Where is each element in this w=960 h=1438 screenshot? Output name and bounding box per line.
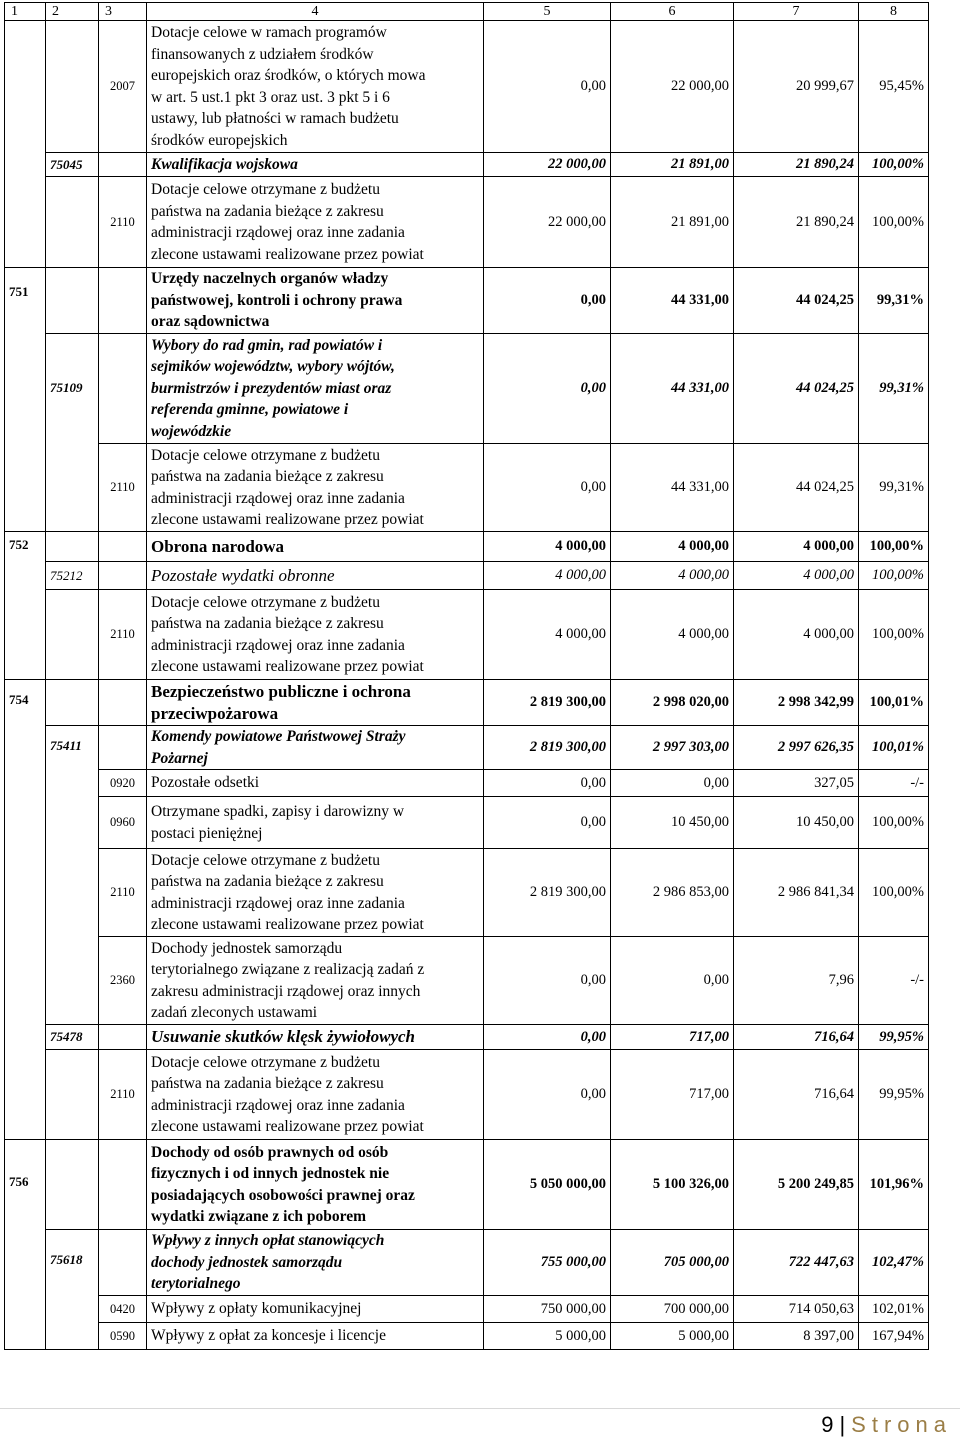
plan-value: 0,00 <box>484 1050 611 1140</box>
execution-value: 21 890,24 <box>734 177 859 268</box>
desc-line: Pozostałe odsetki <box>151 774 260 792</box>
paragraf-cell <box>99 1230 147 1296</box>
desc-line: Dotacje celowe otrzymane z budżetu <box>151 1053 380 1071</box>
plan-after-changes-value: 0,00 <box>611 937 734 1025</box>
table-row <box>5 268 929 334</box>
percent-value: 100,00% <box>859 562 929 590</box>
desc-line: Dotacje celowe w ramach programów <box>151 24 387 41</box>
header-cell: 2 <box>46 3 99 21</box>
rozdzial-cell <box>46 1050 99 1140</box>
description-cell <box>147 770 484 797</box>
table-row <box>5 726 929 770</box>
dzial-cell <box>5 21 46 268</box>
desc-line: zlecone ustawami realizowane przez powiat <box>151 245 424 263</box>
plan-after-changes-value: 22 000,00 <box>611 21 734 153</box>
desc-line: burmistrzów i prezydentów miast oraz <box>151 379 392 397</box>
percent-value: 101,96% <box>859 1140 929 1230</box>
plan-value: 0,00 <box>484 770 611 797</box>
execution-value: 5 200 249,85 <box>734 1140 859 1230</box>
header-cell: 1 <box>5 3 46 21</box>
desc-line: Bezpieczeństwo publiczne i ochrona <box>151 682 411 701</box>
plan-after-changes-value: 4 000,00 <box>611 532 734 562</box>
paragraf-cell: 2360 <box>99 937 147 1025</box>
percent-value: 100,00% <box>859 849 929 937</box>
percent-value: 100,00% <box>859 532 929 562</box>
plan-value: 0,00 <box>484 797 611 849</box>
plan-after-changes-value: 0,00 <box>611 770 734 797</box>
paragraf-cell <box>99 1140 147 1230</box>
paragraf-cell <box>99 153 147 177</box>
description-cell <box>147 532 484 562</box>
desc-line: w art. 5 ust.1 pkt 3 oraz ust. 3 pkt 5 i 6 <box>151 88 390 106</box>
desc-line: Dotacje celowe otrzymane z budżetu <box>151 446 380 464</box>
desc-line: wydatki związane z ich poborem <box>151 1208 366 1225</box>
description-cell <box>147 937 484 1025</box>
desc-line: zlecone ustawami realizowane przez powiat <box>151 1118 424 1135</box>
paragraf-cell <box>99 334 147 444</box>
desc-line: państwa na zadania bieżące z zakresu <box>151 1075 384 1092</box>
description-cell <box>147 849 484 937</box>
execution-value: 7,96 <box>734 937 859 1025</box>
rozdzial-cell: 75618 <box>46 1230 99 1350</box>
percent-value: 99,31% <box>859 444 929 532</box>
table-row <box>5 177 929 268</box>
description-cell <box>147 680 484 726</box>
desc-line: terytorialnego <box>151 1275 241 1293</box>
plan-after-changes-value: 44 331,00 <box>611 334 734 444</box>
percent-value: 100,01% <box>859 680 929 726</box>
execution-value: 20 999,67 <box>734 21 859 153</box>
rozdzial-cell: 75212 <box>46 562 99 590</box>
rozdzial-cell <box>46 590 99 680</box>
desc-line: Urzędy naczelnych organów władzy <box>151 270 389 288</box>
table-row <box>5 532 929 562</box>
rozdzial-cell <box>46 1140 99 1230</box>
percent-value: 100,00% <box>859 153 929 177</box>
description-cell <box>147 726 484 770</box>
dzial-cell: 754 <box>5 680 46 1140</box>
percent-value: 102,01% <box>859 1296 929 1323</box>
desc-line: administracji rządowej oraz inne zadania <box>151 1096 405 1114</box>
header-cell: 3 <box>99 3 147 21</box>
percent-value: -/- <box>859 770 929 797</box>
description-cell <box>147 1050 484 1140</box>
table-row <box>5 1296 929 1323</box>
percent-value: 99,95% <box>859 1025 929 1050</box>
plan-value: 750 000,00 <box>484 1296 611 1323</box>
desc-line: posiadających osobowości prawnej oraz <box>151 1186 415 1204</box>
percent-value: -/- <box>859 937 929 1025</box>
description-cell <box>147 1230 484 1296</box>
desc-line: postaci pieniężnej <box>151 824 263 842</box>
execution-value: 21 890,24 <box>734 153 859 177</box>
paragraf-cell: 0920 <box>99 770 147 797</box>
footer-separator: | <box>839 1412 846 1437</box>
table-row <box>5 562 929 590</box>
execution-value: 8 397,00 <box>734 1323 859 1350</box>
desc-line: Otrzymane spadki, zapisy i darowizny w <box>151 803 405 820</box>
desc-line: administracji rządowej oraz inne zadania <box>151 636 405 654</box>
paragraf-cell: 0420 <box>99 1296 147 1323</box>
description-cell <box>147 797 484 849</box>
plan-after-changes-value: 2 997 303,00 <box>611 726 734 770</box>
rozdzial-cell <box>46 268 99 334</box>
table-row <box>5 849 929 937</box>
paragraf-cell: 2110 <box>99 590 147 680</box>
desc-line: Pozostałe wydatki obronne <box>151 565 335 585</box>
table-row <box>5 444 929 532</box>
description-cell <box>147 334 484 444</box>
paragraf-cell <box>99 268 147 334</box>
desc-line: Wpływy z opłat za koncesje i licencje <box>151 1327 386 1345</box>
plan-value: 0,00 <box>484 21 611 153</box>
plan-value: 0,00 <box>484 334 611 444</box>
header-cell: 8 <box>859 3 929 21</box>
plan-value: 2 819 300,00 <box>484 680 611 726</box>
percent-value: 167,94% <box>859 1323 929 1350</box>
table-row <box>5 797 929 849</box>
table-row <box>5 770 929 797</box>
execution-value: 2 997 626,35 <box>734 726 859 770</box>
desc-line: Obrona narodowa <box>151 536 285 556</box>
percent-value: 99,31% <box>859 334 929 444</box>
plan-after-changes-value: 700 000,00 <box>611 1296 734 1323</box>
dzial-cell: 756 <box>5 1140 46 1350</box>
description-cell <box>147 1323 484 1350</box>
plan-after-changes-value: 10 450,00 <box>611 797 734 849</box>
execution-value: 44 024,25 <box>734 334 859 444</box>
plan-after-changes-value: 705 000,00 <box>611 1230 734 1296</box>
plan-after-changes-value: 21 891,00 <box>611 153 734 177</box>
rozdzial-cell: 75478 <box>46 1025 99 1050</box>
description-cell <box>147 1025 484 1050</box>
table-row <box>5 21 929 153</box>
table-row <box>5 334 929 444</box>
desc-line: środków europejskich <box>151 131 288 149</box>
paragraf-cell: 0960 <box>99 797 147 849</box>
plan-value: 22 000,00 <box>484 153 611 177</box>
dzial-cell: 752 <box>5 532 46 680</box>
table-row <box>5 590 929 680</box>
description-cell <box>147 1296 484 1323</box>
desc-line: administracji rządowej oraz inne zadania <box>151 489 405 507</box>
paragraf-cell <box>99 726 147 770</box>
table-row <box>5 1140 929 1230</box>
plan-after-changes-value: 44 331,00 <box>611 444 734 532</box>
table-row <box>5 1025 929 1050</box>
plan-after-changes-value: 5 100 326,00 <box>611 1140 734 1230</box>
plan-value: 22 000,00 <box>484 177 611 268</box>
percent-value: 102,47% <box>859 1230 929 1296</box>
description-cell <box>147 444 484 532</box>
plan-value: 5 000,00 <box>484 1323 611 1350</box>
table-row <box>5 680 929 726</box>
desc-line: Dotacje celowe otrzymane z budżetu <box>151 593 380 611</box>
desc-line: Wybory do rad gmin, rad powiatów i <box>151 336 383 354</box>
desc-line: Wpływy z innych opłat stanowiących <box>151 1232 385 1250</box>
desc-line: Dochody jednostek samorządu <box>151 939 343 957</box>
plan-after-changes-value: 5 000,00 <box>611 1323 734 1350</box>
page-number: 9 <box>821 1412 834 1437</box>
desc-line: Usuwanie skutków klęsk żywiołowych <box>151 1027 416 1047</box>
desc-line: terytorialnego związane z realizacją zadań z <box>151 961 425 978</box>
execution-value: 10 450,00 <box>734 797 859 849</box>
plan-after-changes-value: 4 000,00 <box>611 562 734 590</box>
page-word: Strona <box>851 1412 952 1437</box>
desc-line: finansowanych z udziałem środków <box>151 45 374 63</box>
percent-value: 100,00% <box>859 590 929 680</box>
plan-value: 5 050 000,00 <box>484 1140 611 1230</box>
desc-line: zlecone ustawami realizowane przez powiat <box>151 916 424 933</box>
desc-line: państwa na zadania bieżące z zakresu <box>151 202 384 220</box>
rozdzial-cell <box>46 177 99 268</box>
desc-line: Dotacje celowe otrzymane z budżetu <box>151 851 380 869</box>
desc-line: fizycznych i od innych jednostek nie <box>151 1165 390 1182</box>
plan-value: 2 819 300,00 <box>484 726 611 770</box>
execution-value: 4 000,00 <box>734 532 859 562</box>
desc-line: Wpływy z opłaty komunikacyjnej <box>151 1300 362 1318</box>
execution-value: 2 986 841,34 <box>734 849 859 937</box>
desc-line: państwa na zadania bieżące z zakresu <box>151 615 384 632</box>
execution-value: 327,05 <box>734 770 859 797</box>
plan-value: 0,00 <box>484 937 611 1025</box>
desc-line: Dochody od osób prawnych od osób <box>151 1143 389 1161</box>
table-row <box>5 153 929 177</box>
plan-value: 755 000,00 <box>484 1230 611 1296</box>
execution-value: 44 024,25 <box>734 268 859 334</box>
description-cell <box>147 268 484 334</box>
desc-line: Pożarnej <box>151 749 208 767</box>
desc-line: zakresu administracji rządowej oraz innych <box>151 982 421 1000</box>
plan-value: 4 000,00 <box>484 590 611 680</box>
dzial-cell: 751 <box>5 268 46 532</box>
desc-line: referenda gminne, powiatowe i <box>151 401 349 419</box>
plan-value: 4 000,00 <box>484 562 611 590</box>
paragraf-cell: 2110 <box>99 849 147 937</box>
rozdzial-cell <box>46 680 99 726</box>
description-cell <box>147 21 484 153</box>
description-cell <box>147 562 484 590</box>
paragraf-cell: 2007 <box>99 21 147 153</box>
desc-line: przeciwpożarowa <box>151 703 279 723</box>
paragraf-cell: 2110 <box>99 177 147 268</box>
desc-line: Dotacje celowe otrzymane z budżetu <box>151 181 380 198</box>
desc-line: Kwalifikacja wojskowa <box>151 155 298 173</box>
desc-line: zlecone ustawami realizowane przez powiat <box>151 658 424 675</box>
percent-value: 100,00% <box>859 177 929 268</box>
table-row <box>5 937 929 1025</box>
rozdzial-cell: 75109 <box>46 334 99 532</box>
execution-value: 716,64 <box>734 1025 859 1050</box>
execution-value: 2 998 342,99 <box>734 680 859 726</box>
desc-line: zadań zleconych ustawami <box>151 1004 318 1021</box>
desc-line: oraz sądownictwa <box>151 313 270 331</box>
execution-value: 4 000,00 <box>734 562 859 590</box>
rozdzial-cell: 75411 <box>46 726 99 1025</box>
plan-after-changes-value: 21 891,00 <box>611 177 734 268</box>
budget-table <box>4 2 929 1350</box>
header-cell: 4 <box>147 3 484 21</box>
execution-value: 4 000,00 <box>734 590 859 680</box>
paragraf-cell <box>99 562 147 590</box>
plan-value: 2 819 300,00 <box>484 849 611 937</box>
plan-after-changes-value: 717,00 <box>611 1050 734 1140</box>
execution-value: 716,64 <box>734 1050 859 1140</box>
plan-after-changes-value: 4 000,00 <box>611 590 734 680</box>
desc-line: państwowej, kontroli i ochrony prawa <box>151 291 403 309</box>
table-row <box>5 1230 929 1296</box>
plan-value: 0,00 <box>484 1025 611 1050</box>
rozdzial-cell <box>46 21 99 153</box>
percent-value: 95,45% <box>859 21 929 153</box>
plan-value: 4 000,00 <box>484 532 611 562</box>
paragraf-cell <box>99 680 147 726</box>
paragraf-cell <box>99 1025 147 1050</box>
rozdzial-cell <box>46 532 99 562</box>
table-row <box>5 1050 929 1140</box>
desc-line: ustawy, lub płatności w ramach budżetu <box>151 110 399 127</box>
percent-value: 99,31% <box>859 268 929 334</box>
plan-after-changes-value: 44 331,00 <box>611 268 734 334</box>
desc-line: sejmików województw, wybory wójtów, <box>151 358 395 376</box>
paragraf-cell: 2110 <box>99 444 147 532</box>
desc-line: Komendy powiatowe Państwowej Straży <box>151 728 406 745</box>
paragraf-cell: 2110 <box>99 1050 147 1140</box>
header-cell: 6 <box>611 3 734 21</box>
desc-line: dochody jednostek samorządu <box>151 1253 343 1271</box>
rozdzial-cell: 75045 <box>46 153 99 177</box>
plan-value: 0,00 <box>484 268 611 334</box>
execution-value: 722 447,63 <box>734 1230 859 1296</box>
description-cell <box>147 590 484 680</box>
percent-value: 99,95% <box>859 1050 929 1140</box>
description-cell <box>147 1140 484 1230</box>
page-footer <box>821 1412 952 1438</box>
execution-value: 44 024,25 <box>734 444 859 532</box>
desc-line: wojewódzkie <box>151 422 232 440</box>
desc-line: europejskich oraz środków, o których mowa <box>151 67 426 84</box>
plan-value: 0,00 <box>484 444 611 532</box>
percent-value: 100,01% <box>859 726 929 770</box>
plan-after-changes-value: 2 986 853,00 <box>611 849 734 937</box>
desc-line: administracji rządowej oraz inne zadania <box>151 224 405 241</box>
paragraf-cell <box>99 532 147 562</box>
desc-line: państwa na zadania bieżące z zakresu <box>151 468 384 485</box>
description-cell <box>147 153 484 177</box>
header-cell: 5 <box>484 3 611 21</box>
description-cell <box>147 177 484 268</box>
percent-value: 100,00% <box>859 797 929 849</box>
desc-line: państwa na zadania bieżące z zakresu <box>151 873 384 890</box>
table-row <box>5 1323 929 1350</box>
plan-after-changes-value: 2 998 020,00 <box>611 680 734 726</box>
header-row <box>5 3 929 21</box>
footer-divider <box>0 1408 960 1409</box>
header-cell: 7 <box>734 3 859 21</box>
desc-line: zlecone ustawami realizowane przez powiat <box>151 511 424 528</box>
plan-after-changes-value: 717,00 <box>611 1025 734 1050</box>
execution-value: 714 050,63 <box>734 1296 859 1323</box>
desc-line: administracji rządowej oraz inne zadania <box>151 894 405 912</box>
paragraf-cell: 0590 <box>99 1323 147 1350</box>
